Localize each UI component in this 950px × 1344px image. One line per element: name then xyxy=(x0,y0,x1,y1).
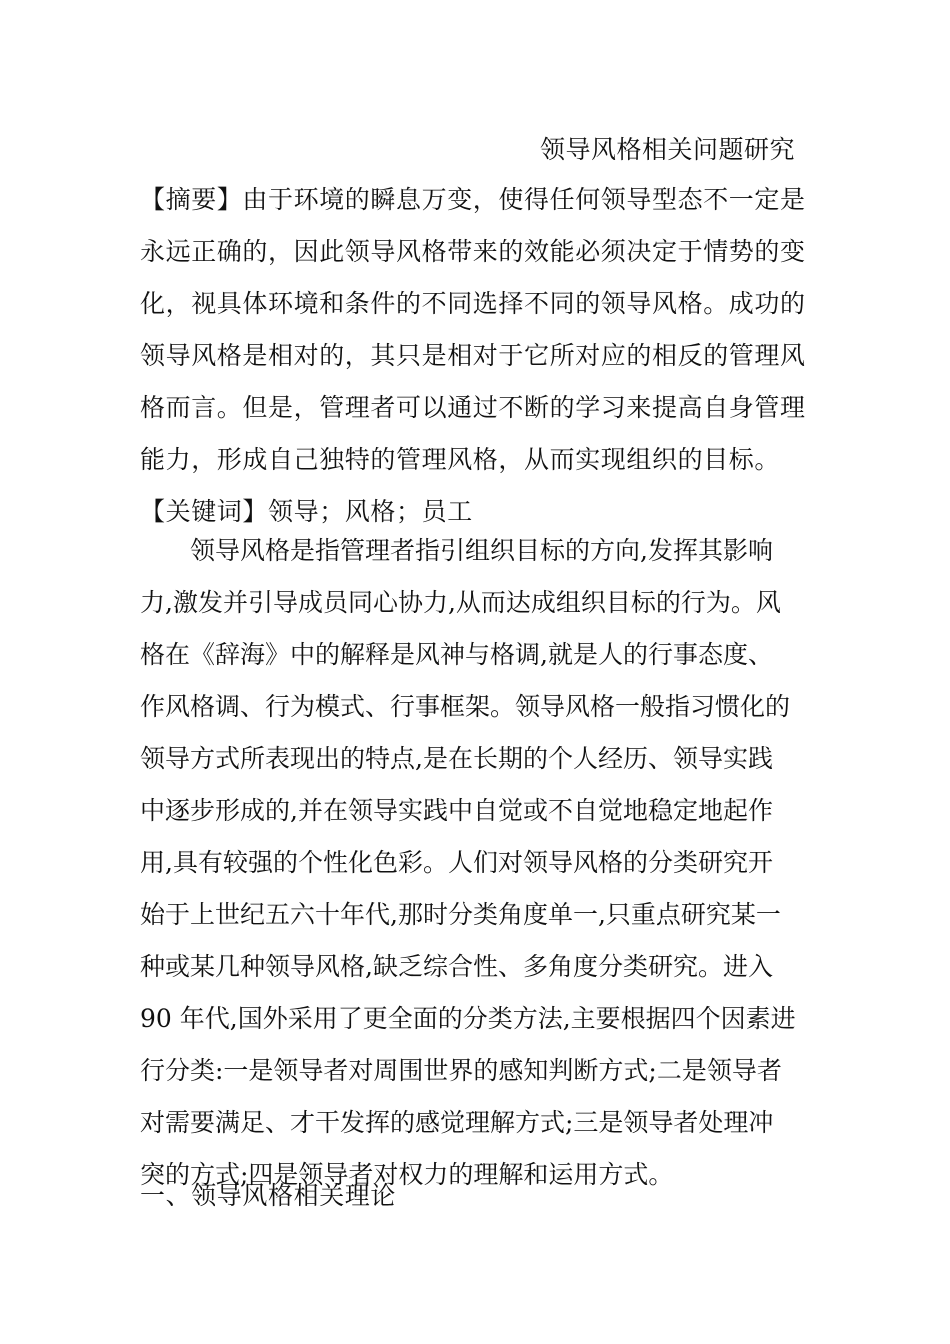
abstract-block xyxy=(140,174,812,538)
abstract-line: 格而言。但是，管理者可以通过不断的学习来提高自身管理 xyxy=(140,393,806,422)
paragraph-line: 中逐步形成的,并在领导实践中自觉或不自觉地稳定地起作 xyxy=(140,796,773,825)
paragraph-line: 领导风格是指管理者指引组织目标的方向,发挥其影响 xyxy=(140,536,773,565)
paragraph-line: 力,激发并引导成员同心协力,从而达成组织目标的行为。风 xyxy=(140,588,781,617)
paragraph-line: 领导方式所表现出的特点,是在长期的个人经历、领导实践 xyxy=(140,744,773,773)
body-paragraph xyxy=(140,525,812,1201)
paragraph-line: 作风格调、行为模式、行事框架。领导风格一般指习惯化的 xyxy=(140,692,791,721)
paragraph-line: 行分类:一是领导者对周围世界的感知判断方式;二是领导者 xyxy=(140,1056,782,1085)
abstract-line: 【摘要】由于环境的瞬息万变，使得任何领导型态不一定是 xyxy=(140,185,806,214)
abstract-line: 领导风格是相对的，其只是相对于它所对应的相反的管理风 xyxy=(140,341,806,370)
paragraph-line: 用,具有较强的个性化色彩。人们对领导风格的分类研究开 xyxy=(140,848,773,877)
abstract-line: 能力，形成自己独特的管理风格，从而实现组织的目标。 xyxy=(140,445,781,474)
section-heading: 一、领导风格相关理论 xyxy=(140,1181,397,1210)
keywords-line: 【关键词】领导；风格；员工 xyxy=(140,497,473,526)
paragraph-line: 90 年代,国外采用了更全面的分类方法,主要根据四个因素进 xyxy=(140,1004,796,1033)
abstract-line: 化，视具体环境和条件的不同选择不同的领导风格。成功的 xyxy=(140,289,806,318)
paragraph-line: 突的方式;四是领导者对权力的理解和运用方式。 xyxy=(140,1160,674,1189)
document-title: 领导风格相关问题研究 xyxy=(540,135,796,164)
paragraph-line: 对需要满足、才干发挥的感觉理解方式;三是领导者处理冲 xyxy=(140,1108,774,1137)
abstract-line: 永远正确的，因此领导风格带来的效能必须决定于情势的变 xyxy=(140,237,806,266)
paragraph-line: 始于上世纪五六十年代,那时分类角度单一,只重点研究某一 xyxy=(140,900,781,929)
paragraph-line: 格在《辞海》中的解释是风神与格调,就是人的行事态度、 xyxy=(140,640,773,669)
paragraph-line: 种或某几种领导风格,缺乏综合性、多角度分类研究。进入 xyxy=(140,952,773,981)
